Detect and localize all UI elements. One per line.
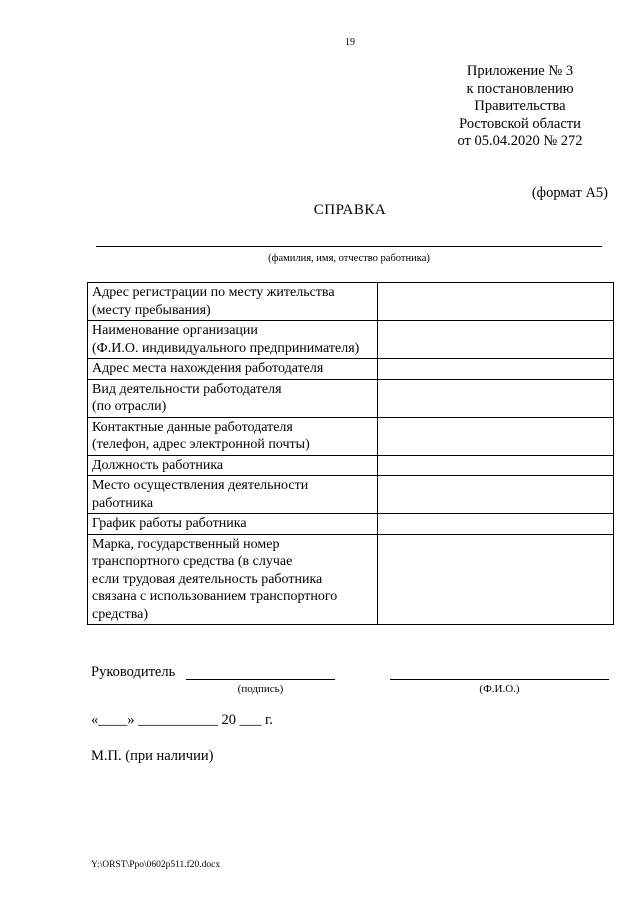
table-row	[88, 283, 614, 321]
row-value-cell[interactable]	[378, 476, 614, 514]
table-row	[88, 476, 614, 514]
table-row	[88, 359, 614, 380]
row-label-line: Адрес регистрации по месту жительства	[92, 285, 335, 300]
row-label-line: если трудовая деятельность работника	[92, 571, 323, 587]
row-label	[88, 476, 378, 514]
employee-name-caption: (фамилия, имя, отчество работника)	[268, 253, 430, 264]
appendix-line: от 05.04.2020 № 272	[457, 133, 583, 149]
row-label	[88, 321, 378, 359]
row-label-line: Наименование организации	[92, 323, 258, 338]
row-label	[88, 283, 378, 321]
row-label-line: связана с использованием транспортного	[92, 589, 338, 604]
table-row	[88, 534, 614, 625]
row-value-cell[interactable]	[378, 283, 614, 321]
row-label-line: транспортного средства (в случае	[92, 554, 293, 569]
row-value-cell[interactable]	[378, 514, 614, 535]
row-label	[88, 417, 378, 455]
row-label-line: (Ф.И.О. индивидуального предпринимателя)	[92, 340, 360, 356]
row-value-cell[interactable]	[378, 534, 614, 625]
head-name-caption: (Ф.И.О.)	[479, 683, 520, 695]
info-table	[87, 282, 614, 625]
row-label-line: (по отрасли)	[92, 399, 167, 414]
row-label-line: Место осуществления деятельности	[92, 478, 309, 493]
appendix-line: Ростовской области	[459, 115, 581, 132]
row-value-cell[interactable]	[378, 455, 614, 476]
row-label-line: График работы работника	[92, 516, 247, 531]
table-row	[88, 417, 614, 455]
head-label: Руководитель	[91, 664, 176, 680]
row-label-line: Должность работника	[92, 457, 224, 473]
signature-line[interactable]	[186, 679, 335, 680]
date-line[interactable]: «____» ___________ 20 ___ г.	[91, 712, 273, 728]
appendix-line: Правительства	[474, 98, 566, 114]
format-note: (формат А5)	[531, 185, 608, 201]
row-label-line: (месту пребывания)	[92, 302, 211, 318]
row-label-line: средства)	[92, 606, 148, 622]
head-name-line[interactable]	[390, 679, 609, 680]
row-label-line: Адрес места нахождения работодателя	[92, 361, 324, 376]
table-row	[88, 514, 614, 535]
table-row	[88, 321, 614, 359]
table-row	[88, 455, 614, 476]
row-label	[88, 514, 378, 535]
file-path: Y:\ORST\Ppo\0602p511.f20.docx	[91, 860, 221, 870]
row-value-cell[interactable]	[378, 379, 614, 417]
row-label-line: работника	[92, 495, 154, 511]
row-value-cell[interactable]	[378, 321, 614, 359]
stamp-note: М.П. (при наличии)	[91, 748, 214, 764]
row-label	[88, 359, 378, 380]
row-label-line: (телефон, адрес электронной почты)	[92, 437, 310, 452]
page-number: 19	[345, 37, 355, 48]
row-value-cell[interactable]	[378, 417, 614, 455]
appendix-line: Приложение № 3	[466, 63, 574, 79]
signature-caption: (подпись)	[237, 683, 284, 695]
appendix-line: к постановлению	[466, 80, 574, 97]
row-label	[88, 534, 378, 625]
appendix-header	[440, 63, 600, 151]
row-label-line: Марка, государственный номер	[92, 536, 280, 552]
document-title: СПРАВКА	[313, 202, 387, 218]
employee-name-line[interactable]	[96, 246, 602, 247]
row-value-cell[interactable]	[378, 359, 614, 380]
row-label	[88, 379, 378, 417]
row-label	[88, 455, 378, 476]
row-label-line: Контактные данные работодателя	[92, 419, 293, 435]
table-row	[88, 379, 614, 417]
row-label-line: Вид деятельности работодателя	[92, 381, 282, 397]
